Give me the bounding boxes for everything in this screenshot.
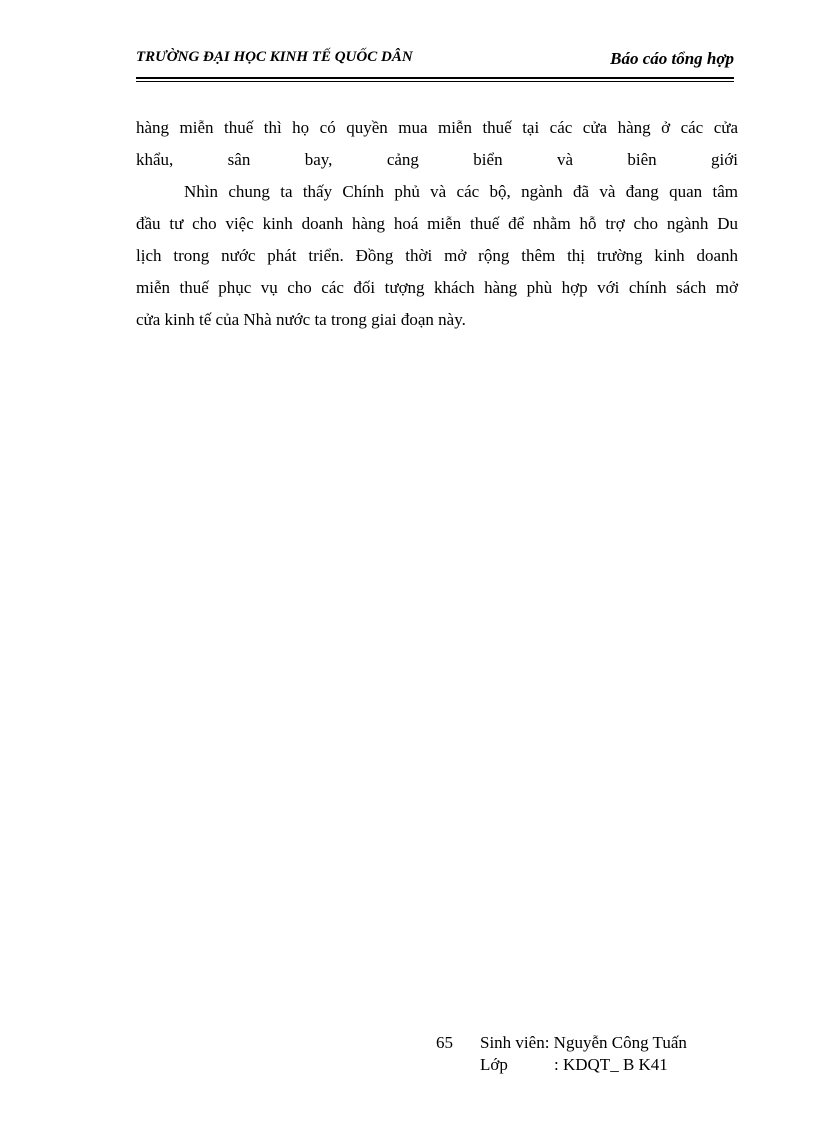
- body-line: hàng miễn thuế thì họ có quyền mua miễn thuế tại các cửa hàng ở các cửa: [136, 118, 738, 137]
- body-line: khẩu, sân bay, cảng biển và biên giới: [136, 150, 738, 169]
- student-name: Nguyễn Công Tuấn: [553, 1033, 687, 1052]
- body-line: lịch trong nước phát triển. Đồng thời mở rộng thêm thị trường kinh doanh: [136, 246, 738, 265]
- page-header: [136, 49, 734, 73]
- student-row: [480, 1032, 687, 1054]
- class-label: Lớp: [480, 1055, 508, 1074]
- body-line: đầu tư cho việc kinh doanh hàng hoá miễn thuế để nhằm hỗ trợ cho ngành Du: [136, 214, 738, 233]
- class-row: [480, 1054, 668, 1076]
- body-line: cửa kinh tế của Nhà nước ta trong giai đoạn này.: [136, 310, 466, 329]
- body-line: Nhìn chung ta thấy Chính phủ và các bộ, ngành đã và đang quan tâm: [184, 182, 738, 201]
- report-title: Báo cáo tổng hợp: [610, 49, 734, 68]
- student-label: Sinh viên:: [480, 1033, 550, 1052]
- header-rule: [136, 77, 734, 82]
- university-name: TRƯỜNG ĐẠI HỌC KINH TẾ QUỐC DÂN: [136, 49, 413, 65]
- class-value: : KDQT_ B K41: [554, 1055, 668, 1074]
- body-line: miễn thuế phục vụ cho các đối tượng khách hàng phù hợp với chính sách mở: [136, 278, 738, 297]
- page-number: 65: [436, 1033, 453, 1052]
- body-text: [136, 112, 738, 336]
